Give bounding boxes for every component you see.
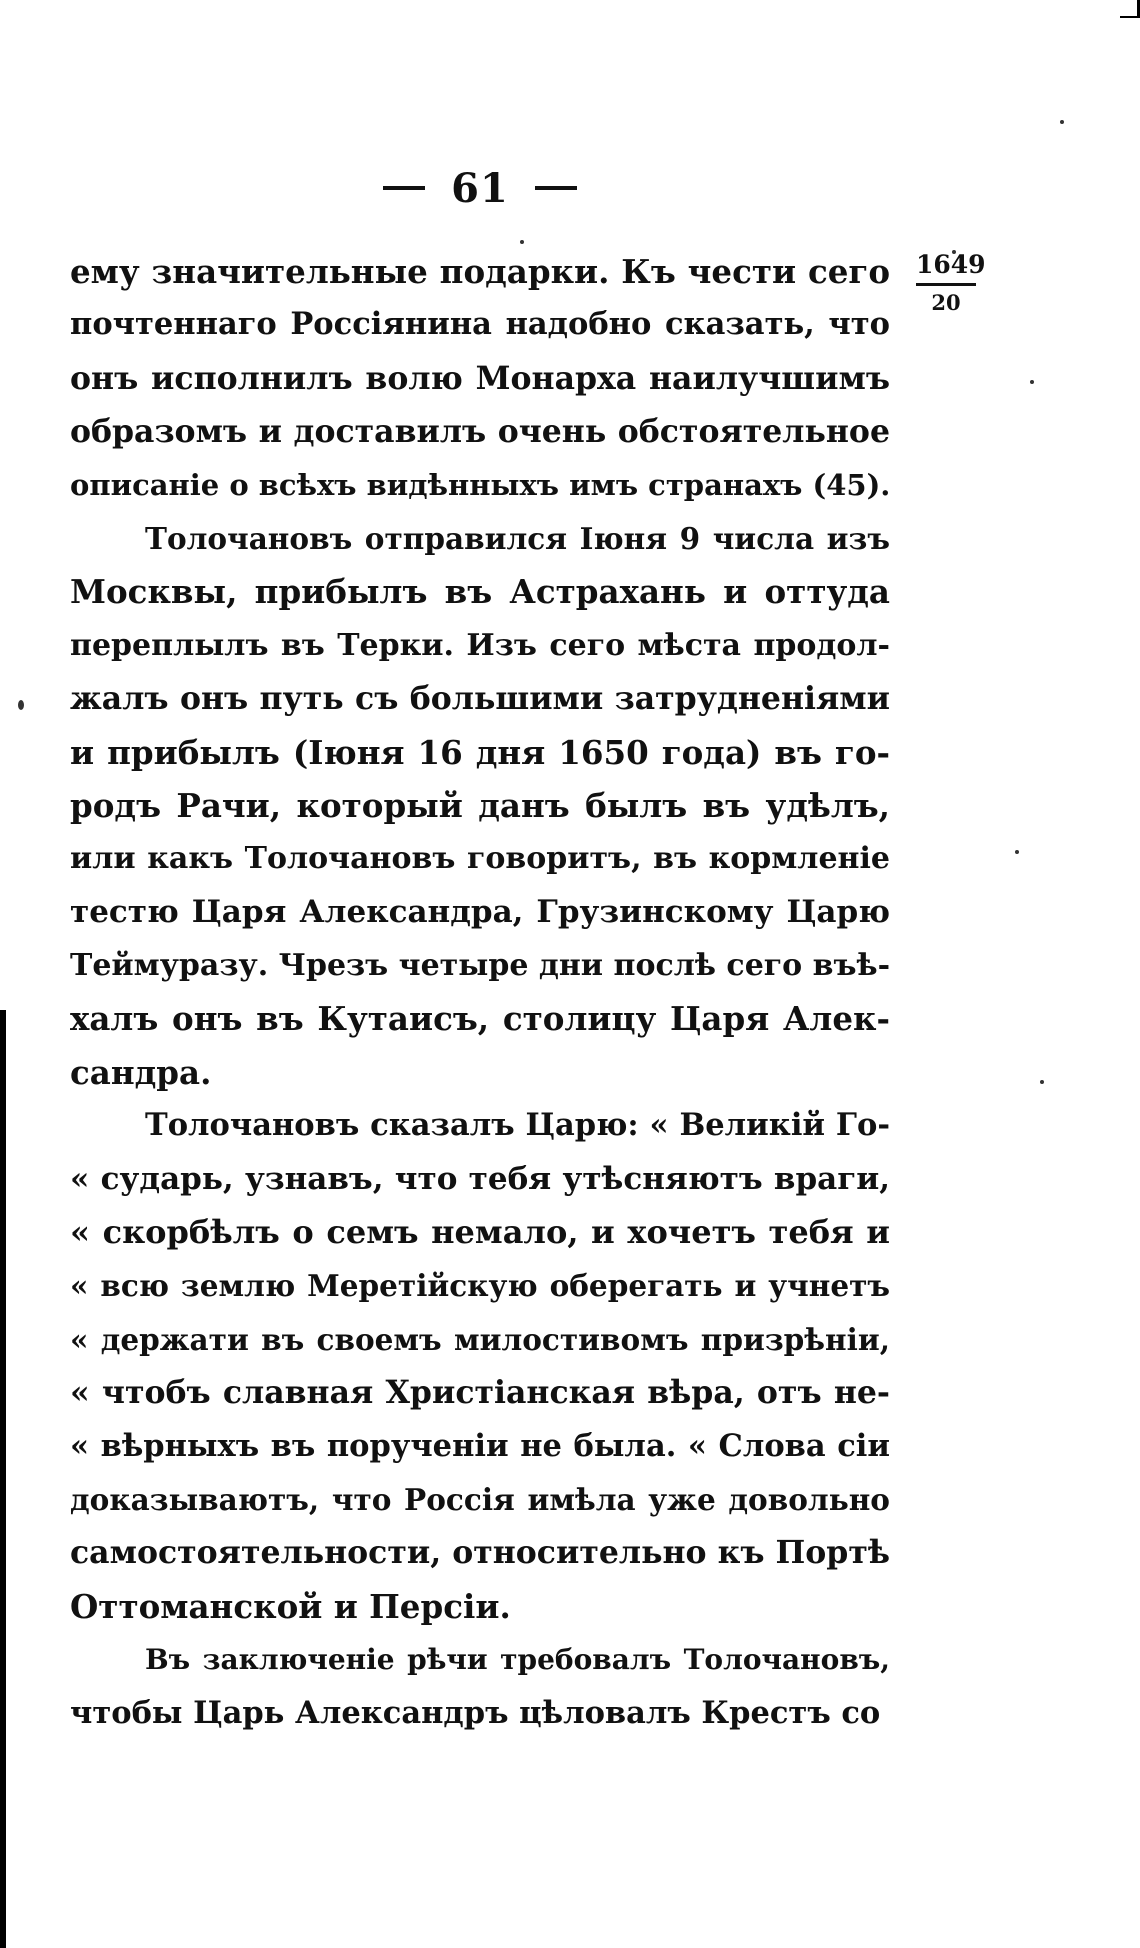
header-dash-right [535,186,577,190]
margin-year: 1649 [916,252,976,286]
text-line: самостоятельности, относительно къ Портѣ [70,1534,890,1572]
paragraph [70,245,890,512]
paragraph [70,1633,890,1740]
scan-speck [1030,380,1034,384]
text-line: халъ онъ въ Кутаисъ, столицу Царя Алек- [70,999,890,1039]
text-line: Москвы, прибылъ въ Астрахань и оттуда [70,572,890,612]
text-line: Оттоманской и Персіи. [70,1586,511,1626]
text-line: и прибылъ (Іюня 16 дня 1650 года) въ го- [70,732,890,772]
text-line: Толочановъ сказалъ Царю: « Великій Го- [145,1107,890,1144]
margin-day: 20 [931,290,961,315]
text-line: « сударь, узнавъ, что тебя утѣсняютъ враги, [70,1160,890,1197]
text-line: образомъ и доставилъ очень обстоятельное [70,413,890,451]
paragraph [70,1099,890,1633]
text-line: описаніе о всѣхъ видѣнныхъ имъ странахъ (45). [70,467,891,502]
text-line: « чтобъ славная Христіанская вѣра, отъ не- [70,1374,890,1412]
scan-speck [1060,120,1064,124]
body-text [70,245,890,1740]
text-line: родъ Рачи, который данъ былъ въ удѣлъ, [70,785,890,825]
text-line: Въ заключеніе рѣчи требовалъ Толочановъ, [145,1643,890,1677]
text-line: « всю землю Меретійскую оберегать и учнетъ [70,1268,890,1304]
text-line: « держати въ своемъ милостивомъ призрѣніи, [70,1321,890,1357]
scan-corner-mark [1120,0,1140,18]
scan-left-edge-shadow [0,1010,6,1948]
margin-date-note [916,250,986,315]
text-line: жалъ онъ путь съ большими затрудненіями [70,680,890,718]
text-line: « вѣрныхъ въ порученіи не была. « Слова сіи [70,1427,890,1464]
scan-speck [520,240,524,244]
text-line: чтобы Царь Александръ цѣловалъ Крестъ со [70,1694,881,1731]
text-line: или какъ Толочановъ говоритъ, въ кормленіе [70,841,890,877]
text-line: ему значительные подарки. Къ чести сего [70,252,890,291]
text-line: онъ исполнилъ волю Монарха наилучшимъ [70,359,890,397]
text-line: тестю Царя Александра, Грузинскому Царю [70,893,890,930]
text-line: Толочановъ отправился Іюня 9 числа изъ [145,520,890,556]
text-line: Теймуразу. Чрезъ четыре дни послѣ сего въѣ- [70,948,891,984]
text-line: сандра. [70,1052,212,1092]
text-line: доказываютъ, что Россія имѣла уже довольно [70,1481,890,1517]
text-line: « скорбѣлъ о семъ немало, и хочетъ тебя и [70,1213,890,1252]
text-line: переплылъ въ Терки. Изъ сего мѣста продол- [70,627,890,663]
scan-speck [18,700,24,710]
scan-speck [1015,850,1019,854]
paragraph [70,512,890,1099]
page-header [355,158,605,218]
page-number: 61 [451,164,509,212]
header-dash-left [383,186,425,190]
text-line: почтеннаго Россіянина надобно сказать, что [70,306,890,343]
scan-speck [1040,1080,1044,1084]
